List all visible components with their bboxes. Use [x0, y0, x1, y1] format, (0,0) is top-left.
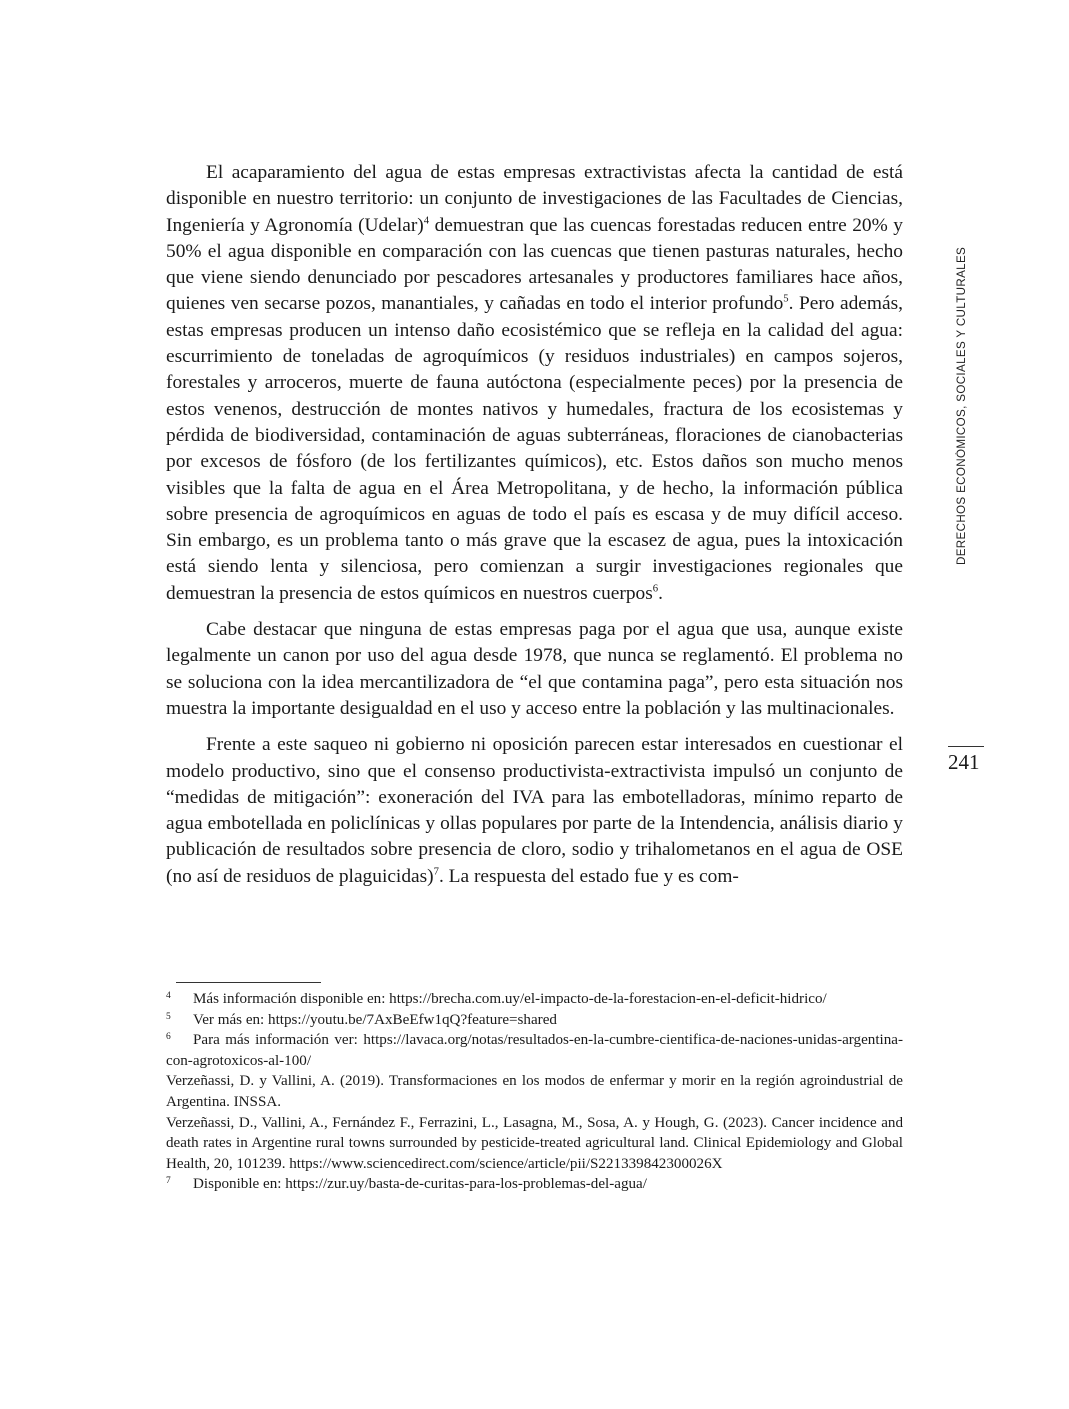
footnote-text[interactable]: Más información disponible en: https://brecha.com.uy/el-impacto-de-la-forestacion-en-el-deficit-hidrico/ — [193, 991, 827, 1007]
footnote-text[interactable]: Disponible en: https://zur.uy/basta-de-curitas-para-los-problemas-del-agua/ — [193, 1176, 647, 1193]
page-number: 241 — [948, 750, 980, 774]
footnote-ref[interactable]: 6 — [652, 582, 659, 595]
paragraph-text: demuestran que las cuencas forestadas reducen entre 20% y 50% el agua disponible en comparación con las cuencas que tienen pasturas naturales, hecho que viene siendo denunciado por pescadores artesanales y productores familiares hace años, quienes ven secarse pozos, manantiales, y cañadas en todo el interior profundo — [166, 214, 903, 315]
main-text — [166, 160, 903, 900]
footnote-number: 4 — [166, 991, 171, 1001]
paragraph-text: . — [658, 582, 663, 604]
section-title: DERECHOS ECONÓMICOS, SOCIALES Y CULTURALES — [955, 246, 968, 565]
footnote-ref[interactable]: 4 — [423, 214, 430, 227]
footnotes — [166, 989, 903, 1195]
reference-verzenassi-2023[interactable]: Verzeñassi, D., Vallini, A., Fernández F., Ferrazini, L., Lasagna, M., Sosa, A. y Hough, G. (2023). Cancer incidence and death rates in Argentine rural towns surrounded by pesticide-treated agricultural land. Clinical Epidemiology and Global Health, 20, 101239. https://www.sciencedirect.com/science/article/pii/S221339842300026X — [166, 1114, 903, 1172]
paragraph — [166, 732, 903, 890]
running-header-sidebar — [955, 245, 981, 565]
footnote-7 — [166, 1174, 903, 1195]
paragraph-text: . Pero además, estas empresas producen un intenso daño ecosistémico que se refleja en la calidad del agua: escurrimiento de toneladas de agroquímicos (y residuos industriales) en campos sojeros, forestales y arroceros, muerte de fauna autóctona (especialmente peces) por la presencia de estos venenos, destrucción de montes nativos y humedales, fractura de los ecosistemas y pérdida de biodiversidad, contaminación de aguas subterráneas, floraciones de cianobacterias por excesos de fósforo (de los fertilizantes químicos), etc. Estos daños son mucho menos visibles que la falta de agua en el Área Metropolitana, y de hecho, la información pública sobre presencia de agroquímicos en aguas de todo el país es escasa y de muy difícil acceso. Sin embargo, es un problema tanto o más grave que la escasez de agua, pues la intoxicación está siendo lenta y silenciosa, pero comienzan a surgir investigaciones regionales que demuestran la presencia de estos químicos en nuestros cuerpos — [166, 293, 903, 604]
footnote-text[interactable]: Ver más en: https://youtu.be/7AxBeEfw1qQ?feature=shared — [193, 1011, 557, 1028]
footnote-number: 7 — [166, 1176, 171, 1187]
paragraph-text: Frente a este saqueo ni gobierno ni oposición parecen estar interesados en cuestionar el modelo productivo, sino que el consenso productivista-extractivista impulsó un conjunto de “medidas de mitigación”: exoneración del IVA para las embotelladoras, mínimo reparto de agua embotellada en policlínicas y ollas populares por parte de la Intendencia, análisis diario y publicación de resultados sobre presencia de cloro, sodio y trihalometanos en el agua de OSE (no así de residuos de plaguicidas) — [166, 734, 903, 887]
footnote-ref[interactable]: 7 — [433, 865, 439, 878]
reference-verzenassi-2019: Verzeñassi, D. y Vallini, A. (2019). Transformaciones en los modos de enfermar y morir en la región agroindustrial de Argentina. INSSA. — [166, 1073, 903, 1110]
paragraph-text: El acaparamiento del agua de estas empresas extractivistas afecta la cantidad de está disponible en nuestro territorio: un conjunto de investigaciones de las Facultades de Ciencias, Ingeniería y Agronomía (Udelar) — [166, 162, 903, 236]
paragraph-text: Cabe destacar que ninguna de estas empresas paga por el agua que usa, aunque existe legalmente un canon por uso del agua desde 1978, que nunca se reglamentó. El problema no se soluciona con la idea mercantilizadora de “el que contamina paga”, pero esta situación nos muestra la importante desigualdad en el uso y acceso entre la población y las multinacionales. — [166, 619, 903, 719]
footnote-5 — [166, 1010, 903, 1031]
footnote-ref[interactable]: 5 — [783, 293, 789, 306]
footnote-number: 5 — [166, 1011, 171, 1022]
footnote-6 — [166, 1030, 903, 1071]
footnote-4 — [166, 989, 903, 1010]
paragraph — [166, 617, 903, 722]
page-number-rule — [948, 746, 984, 747]
footnote-text[interactable]: Para más información ver: https://lavaca.org/notas/resultados-en-la-cumbre-cientifica-de-naciones-unidas-argentina-con-agrotoxicos-al-100/ — [166, 1032, 903, 1069]
paragraph-text: . La respuesta del estado fue y es com- — [438, 865, 739, 887]
paragraph — [166, 160, 903, 607]
footnote-separator — [176, 982, 321, 983]
footnote-number: 6 — [166, 1032, 171, 1043]
